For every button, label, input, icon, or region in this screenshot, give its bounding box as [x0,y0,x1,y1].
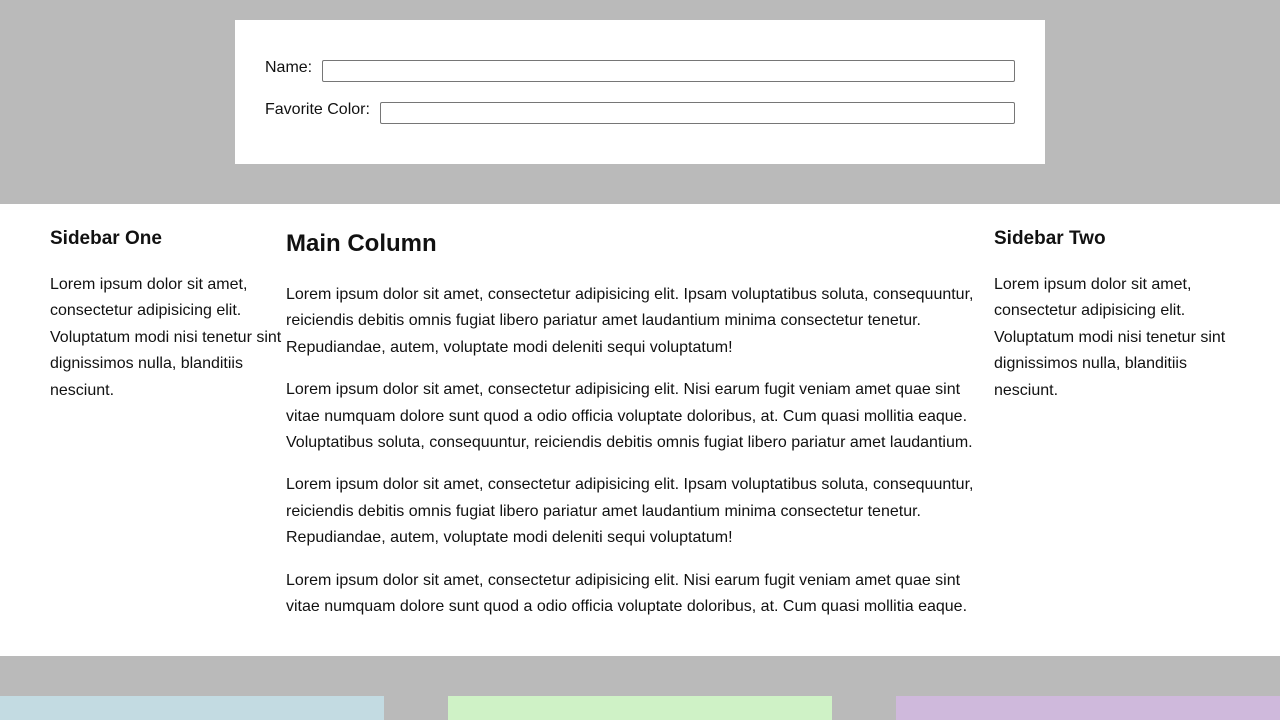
sidebar-one [50,204,286,404]
sidebar-two [994,204,1230,404]
main-paragraph: Lorem ipsum dolor sit amet, consectetur adipisicing elit. Nisi earum fugit veniam amet quae sint vitae numquam dolore sunt quod a odio officia voluptate doloribus, at. Cum quasi mollitia eaque. [286,571,968,616]
sidebar-one-text: Lorem ipsum dolor sit amet, consectetur adipisicing elit. Voluptatum modi nisi tenetur sint dignissimos nulla, blanditiis nesciunt. [50,276,282,399]
favorite-color-input[interactable] [380,102,1015,124]
name-row [265,60,1015,82]
main-paragraph: Lorem ipsum dolor sit amet, consectetur adipisicing elit. Ipsam voluptatibus soluta, consequuntur, reiciendis debitis omnis fugiat libero pariatur amet laudantium minima consectetur tenetur. Repudiandae, autem, voluptate modi deleniti sequi voluptatum! [286,286,974,356]
form-card [235,20,1045,164]
name-input[interactable] [322,60,1015,82]
sidebar-two-text: Lorem ipsum dolor sit amet, consectetur adipisicing elit. Voluptatum modi nisi tenetur sint dignissimos nulla, blanditiis nesciunt. [994,276,1226,399]
main-column-title: Main Column [286,230,437,257]
main-paragraph: Lorem ipsum dolor sit amet, consectetur adipisicing elit. Ipsam voluptatibus soluta, consequuntur, reiciendis debitis omnis fugiat libero pariatur amet laudantium minima consectetur tenetur. Repudiandae, autem, voluptate modi deleniti sequi voluptatum! [286,476,974,547]
sidebar-one-title: Sidebar One [50,228,162,249]
footer-box-blue [0,696,384,720]
footer-box-purple [896,696,1280,720]
sidebar-two-title: Sidebar Two [994,228,1106,249]
footer-box-green [448,696,832,720]
favorite-color-label: Favorite Color: [265,101,370,118]
name-label: Name: [265,59,313,76]
main-paragraph: Lorem ipsum dolor sit amet, consectetur adipisicing elit. Nisi earum fugit veniam amet quae sint vitae numquam dolore sunt quod a odio officia voluptate doloribus, at. Cum quasi mollitia eaque. Voluptatibus soluta, consequuntur, reiciendis debitis omnis fugiat libero pariatur amet laudantium. [286,381,973,452]
main-column [286,204,986,620]
favorite-color-row [265,102,1015,124]
